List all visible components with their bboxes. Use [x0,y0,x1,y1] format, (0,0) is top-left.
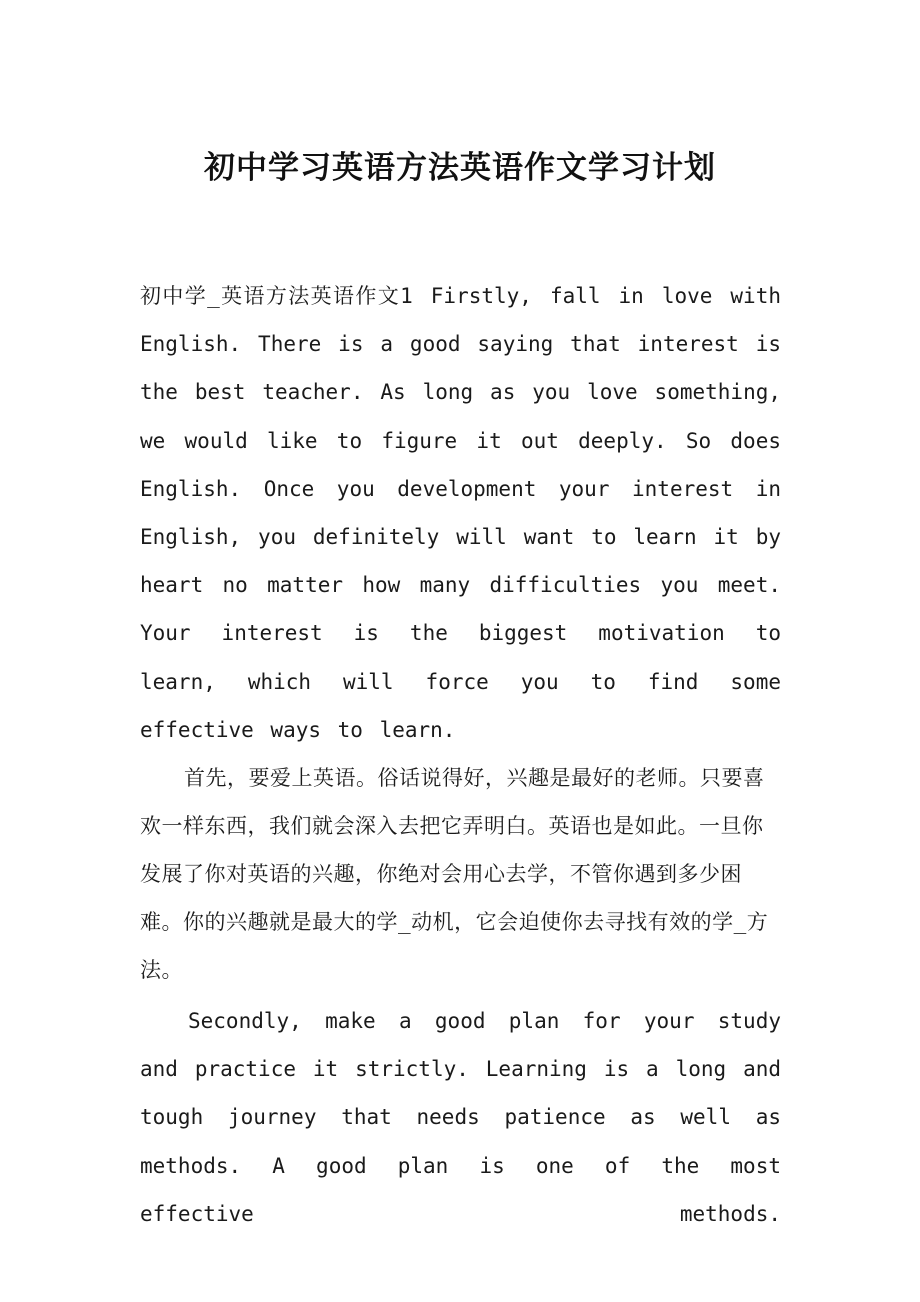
paragraph-english-2: Secondly, make a good plan for your study and practice it strictly. Learning is a long and tough journey that needs patience as well as methods. A good plan is one of the most effective methods. [140,1009,781,1226]
paragraph-chinese-1: 首先，要爱上英语。俗话说得好，兴趣是最好的老师。只要喜欢一样东西，我们就会深入去把它弄明白。英语也是如此。一旦你发展了你对英语的兴趣，你绝对会用心去学，不管你遇到多少困难。你的兴趣就是最大的学_动机，它会迫使你去寻找有效的学_方法。 [140,766,769,982]
document-title: 初中学习英语方法英语作文学习计划 [204,150,716,186]
paragraph-english-1: 初中学_英语方法英语作文1 Firstly, fall in love with English. There is a good saying that interest is the best teacher. As long as you love something, we would like to figure it out deeply. So does English. Once you development your interest in English, you definitely will want to learn it by heart no matter how many difficulties you meet. Your interest is the biggest motivation to learn, which will force you to find some effective ways to learn. [140,284,781,742]
